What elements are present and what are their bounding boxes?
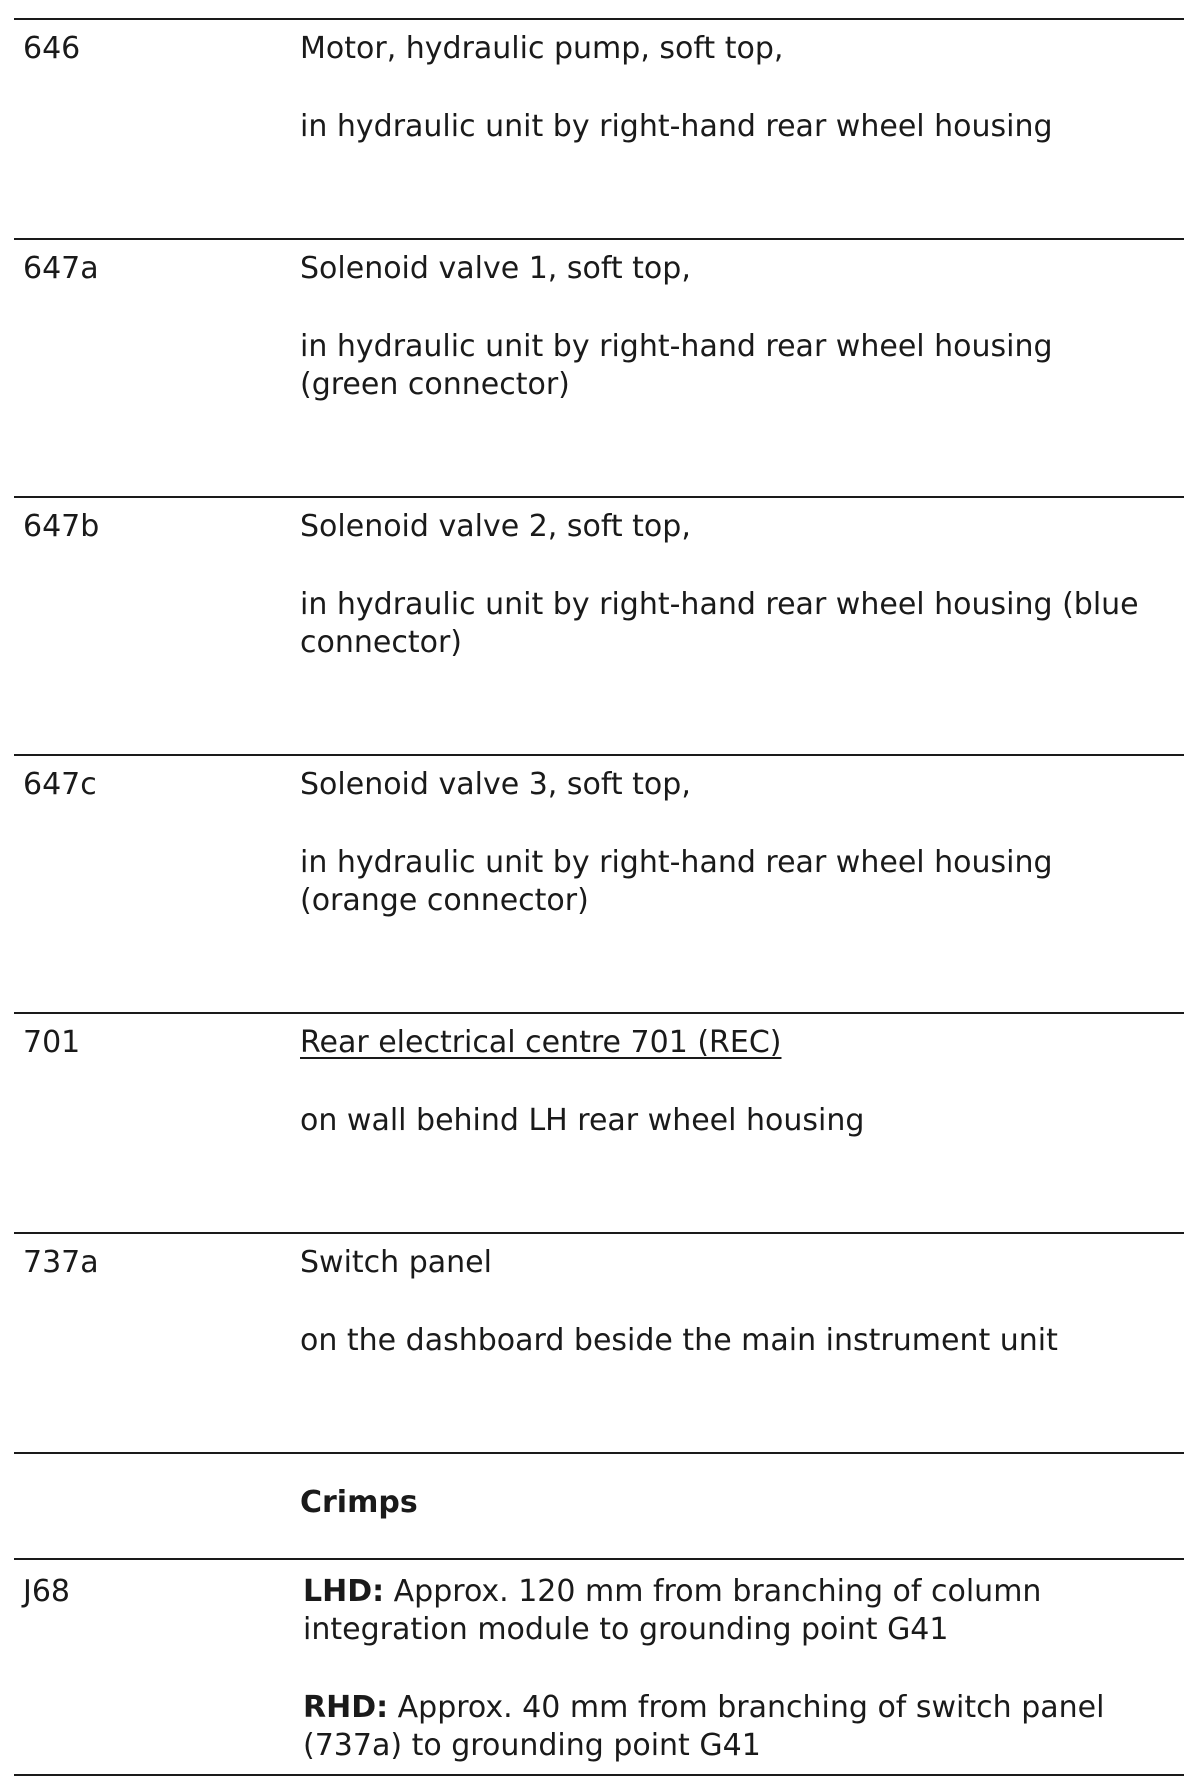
- component-title: Motor, hydraulic pump, soft top,: [300, 31, 784, 66]
- component-code: 647b: [23, 509, 100, 544]
- row-divider: [14, 18, 1184, 20]
- component-code: 646: [23, 31, 81, 66]
- lhd-label: LHD:: [303, 1574, 385, 1609]
- row-divider: [14, 1232, 1184, 1234]
- rhd-text: Approx. 40 mm from branching of switch panel: [388, 1690, 1105, 1725]
- component-title-cell: [300, 1024, 1180, 1062]
- rec-link[interactable]: Rear electrical centre 701 (REC): [300, 1025, 782, 1060]
- component-code: 701: [23, 1025, 81, 1060]
- lhd-text: Approx. 120 mm from branching of column: [384, 1574, 1042, 1609]
- component-location: in hydraulic unit by right-hand rear wheel housing: [300, 845, 1053, 880]
- row-divider: [14, 238, 1184, 240]
- component-location: on the dashboard beside the main instrument unit: [300, 1323, 1058, 1358]
- component-location-cont: (orange connector): [300, 883, 589, 918]
- component-location: in hydraulic unit by right-hand rear wheel housing: [300, 109, 1053, 144]
- component-code: 647a: [23, 251, 99, 286]
- row-divider: [14, 1452, 1184, 1454]
- rhd-note: [303, 1689, 1183, 1727]
- lhd-text-cont: integration module to grounding point G41: [303, 1612, 949, 1647]
- component-code: 737a: [23, 1245, 99, 1280]
- rhd-text-cont: (737a) to grounding point G41: [303, 1728, 761, 1763]
- component-location-cont: (green connector): [300, 367, 570, 402]
- component-title: Solenoid valve 1, soft top,: [300, 251, 691, 286]
- row-divider: [14, 496, 1184, 498]
- crimp-code: J68: [23, 1574, 71, 1609]
- component-location: in hydraulic unit by right-hand rear wheel housing (blue: [300, 587, 1139, 622]
- component-location: on wall behind LH rear wheel housing: [300, 1103, 865, 1138]
- component-code: 647c: [23, 767, 97, 802]
- component-title: Switch panel: [300, 1245, 492, 1280]
- row-divider: [14, 754, 1184, 756]
- component-title: Solenoid valve 3, soft top,: [300, 767, 691, 802]
- component-title: Solenoid valve 2, soft top,: [300, 509, 691, 544]
- crimps-heading: Crimps: [300, 1485, 418, 1520]
- lhd-note: [303, 1573, 1183, 1611]
- row-divider: [14, 1774, 1184, 1776]
- component-location: in hydraulic unit by right-hand rear wheel housing: [300, 329, 1053, 364]
- row-divider: [14, 1012, 1184, 1014]
- component-location-cont: connector): [300, 625, 462, 660]
- rhd-label: RHD:: [303, 1690, 389, 1725]
- row-divider: [14, 1558, 1184, 1560]
